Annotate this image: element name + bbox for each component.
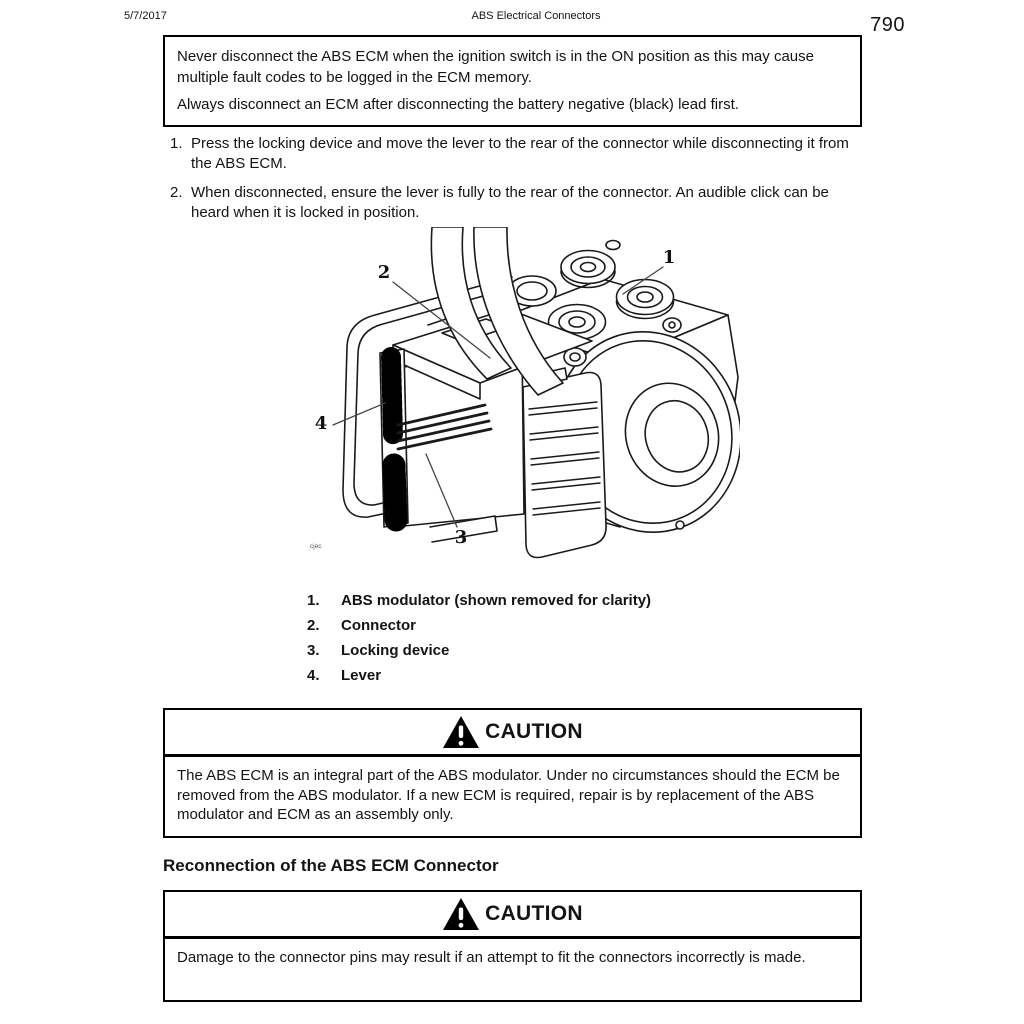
warning-triangle-icon (442, 897, 480, 931)
page-number: 790 (870, 14, 905, 36)
legend-number: 3. (307, 642, 320, 659)
caution-box-connector-pins (163, 890, 862, 1002)
figure-callout-3: 3 (454, 527, 468, 548)
caution-title: CAUTION (485, 902, 583, 925)
notice-paragraph: Never disconnect the ABS ECM when the ignition switch is in the ON position as this may cause multiple fault codes to be logged in the ECM memory. (177, 48, 814, 86)
legend-label: Connector (341, 617, 416, 634)
caution-body-text: The ABS ECM is an integral part of the ABS modulator. Under no circumstances should the ECM be removed from the ABS modulator. If a new ECM is required, repair is by replacement of the ABS modulator and ECM as an assembly only. (177, 767, 840, 823)
legend-label: Locking device (341, 642, 450, 659)
section-heading: Reconnection of the ABS ECM Connector (163, 856, 499, 875)
figure-callout-4: 4 (314, 413, 328, 434)
warning-triangle-icon (442, 715, 480, 749)
legend-item (307, 663, 651, 688)
step-number: 1. (170, 135, 183, 152)
caution-body-text: Damage to the connector pins may result if an attempt to fit the connectors incorrectly is made. (177, 949, 806, 966)
notice-box (163, 35, 862, 127)
legend-number: 1. (307, 592, 320, 609)
caution-title: CAUTION (485, 720, 583, 743)
header-date: 5/7/2017 (124, 10, 167, 22)
legend-item (307, 588, 651, 613)
step-text: Press the locking device and move the lever to the rear of the connector while disconnecting it from the ABS ECM. (191, 135, 849, 172)
legend-label: ABS modulator (shown removed for clarity) (341, 592, 652, 609)
step-text: When disconnected, ensure the lever is fully to the rear of the connector. An audible click can be heard when it is locked in position. (191, 184, 829, 221)
figure-legend (307, 588, 651, 688)
legend-item (307, 638, 651, 663)
step-item (170, 134, 870, 174)
legend-label: Lever (341, 667, 382, 684)
legend-number: 4. (307, 667, 320, 684)
figure-credit: cjec (310, 543, 322, 550)
step-item (170, 183, 870, 223)
legend-item (307, 613, 651, 638)
caution-header (165, 710, 860, 757)
notice-paragraph: Always disconnect an ECM after disconnecting the battery negative (black) lead first. (177, 96, 739, 113)
abs-modulator-illustration (280, 227, 740, 563)
caution-box-ecm-integral (163, 708, 862, 838)
header-title: ABS Electrical Connectors (471, 10, 601, 22)
legend-number: 2. (307, 617, 320, 634)
figure-callout-2: 2 (377, 262, 391, 283)
step-number: 2. (170, 184, 183, 201)
procedure-steps (170, 134, 870, 232)
figure-callout-1: 1 (662, 247, 676, 268)
caution-header (165, 892, 860, 939)
